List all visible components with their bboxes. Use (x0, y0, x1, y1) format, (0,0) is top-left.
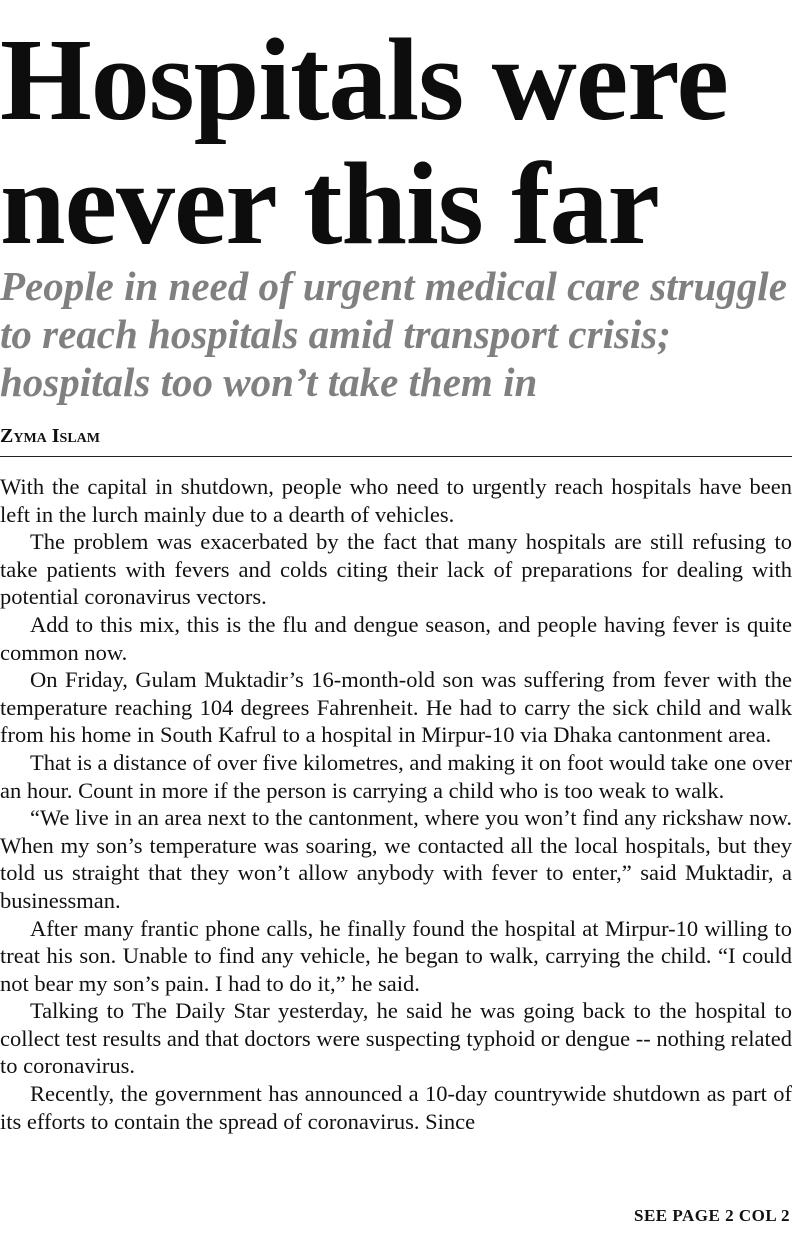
body-paragraph: With the capital in shutdown, people who need to urgently reach hospitals have been left in the lurch mainly due to a dearth of vehicles. (0, 474, 792, 527)
continuation-note: SEE PAGE 2 COL 2 (634, 1206, 790, 1225)
body-paragraph: Talking to The Daily Star yesterday, he said he was going back to the hospital to collect test results and that doctors were suspecting typhoid or dengue -- nothing related to coronavirus. (0, 998, 792, 1079)
body-paragraph: After many frantic phone calls, he finally found the hospital at Mirpur-10 willing to treat his son. Unable to find any vehicle, he began to walk, carrying the child. “I could not bear my son’s pain. I had to do it,” he said. (0, 915, 792, 996)
body-paragraph: The problem was exacerbated by the fact that many hospitals are still refusing to take patients with fevers and colds citing their lack of preparations for dealing with potential coronavirus vectors. (0, 529, 792, 610)
body-paragraph: On Friday, Gulam Muktadir’s 16-month-old son was suffering from fever with the temperature reaching 104 degrees Fahrenheit. He had to carry the sick child and walk from his home in South Kafrul to a hospital in Mirpur-10 via Dhaka cantonment area. (0, 667, 792, 748)
body-paragraph: “We live in an area next to the cantonment, where you won’t find any rickshaw now. When my son’s temperature was soaring, we contacted all the local hospitals, but they told us straight that they won’t allow anybody with fever to enter,” said Muktadir, a businessman. (0, 805, 792, 913)
body-paragraph: Add to this mix, this is the flu and dengue season, and people having fever is quite common now. (0, 611, 792, 665)
headline: Hospitals were never this far (0, 14, 728, 269)
article-body (0, 473, 792, 1135)
body-paragraph: Recently, the government has announced a 10-day countrywide shutdown as part of its efforts to contain the spread of coronavirus. Since (0, 1081, 792, 1134)
body-paragraph: That is a distance of over five kilometres, and making it on foot would take one over an hour. Count in more if the person is carrying a child who is too weak to walk. (0, 749, 792, 803)
byline-divider (0, 456, 792, 457)
subheadline: People in need of urgent medical care struggle to reach hospitals amid transport crisis; hospitals too won’t take them in (0, 263, 787, 405)
byline: Zyma Islam (0, 425, 101, 447)
